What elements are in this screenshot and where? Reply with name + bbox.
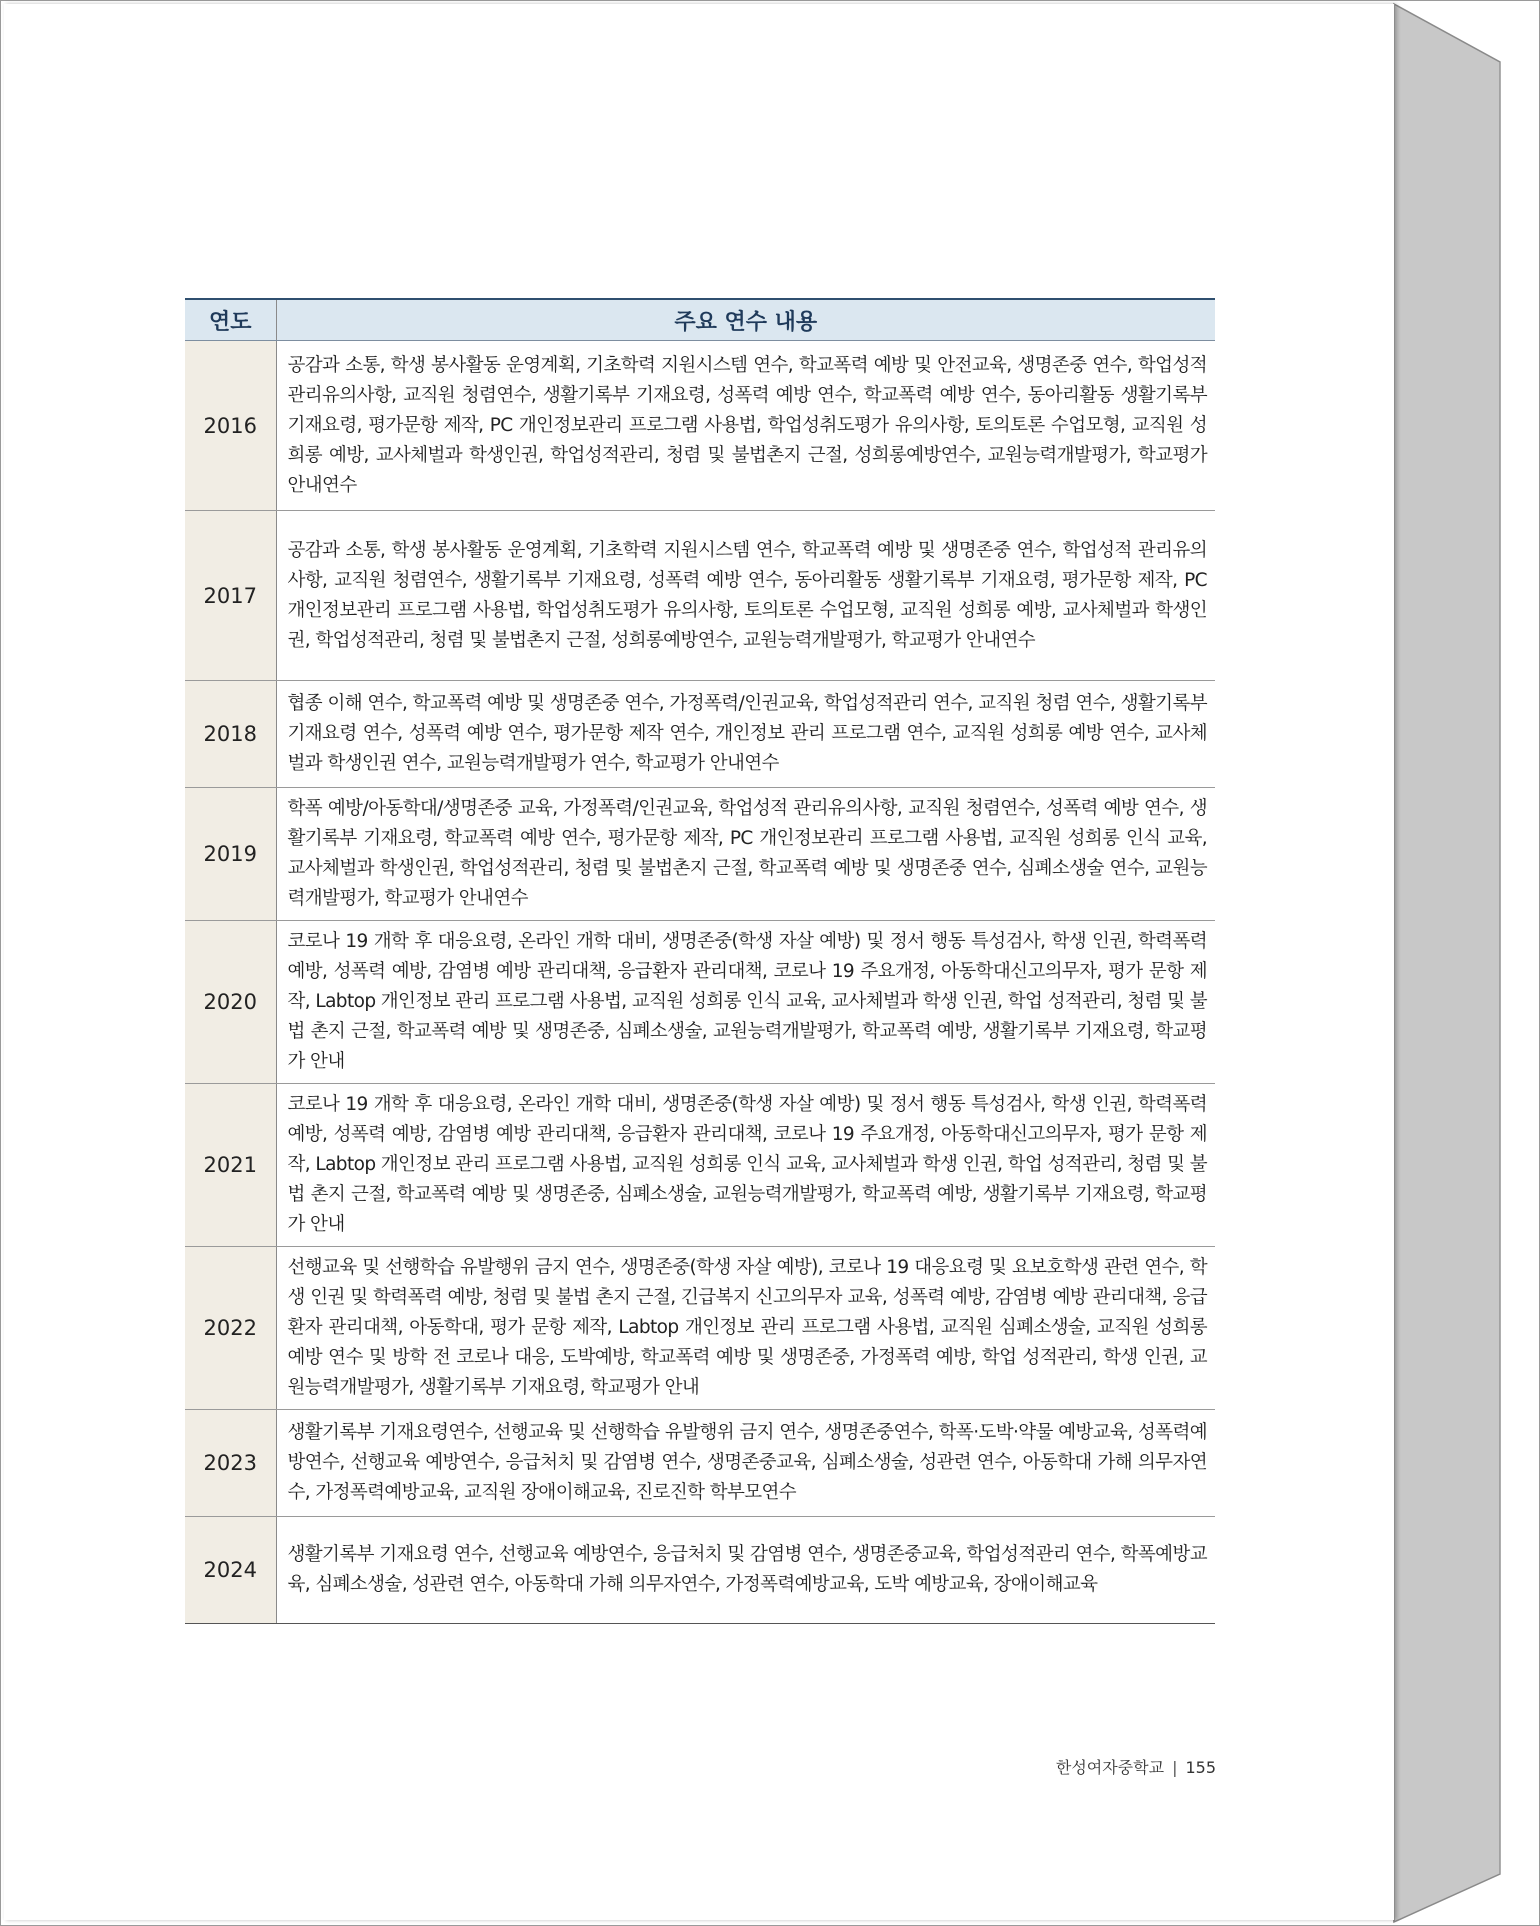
row-year: 2018 [185,681,276,788]
table-row [185,1084,1215,1247]
table-row [185,1410,1215,1517]
header-content: 주요 연수 내용 [276,299,1215,341]
footer-school-name: 한성여자중학교 [1055,1758,1165,1777]
table-row [185,788,1215,921]
row-content: 코로나 19 개학 후 대응요령, 온라인 개학 대비, 생명존중(학생 자살 예방) 및 정서 행동 특성검사, 학생 인권, 학력폭력 예방, 성폭력 예방, 감염병 예방 관리대책, 응급환자 관리대책, 코로나 19 주요개정, 아동학대신고의무자, 평가 문항 제작, Labtop 개인정보 관리 프로그램 사용법, 교직원 성희롱 인식 교육, 교사체벌과 학생 인권, 학업 성적관리, 청렴 및 불법 촌지 근절, 학교폭력 예방 및 생명존중, 심폐소생술, 교원능력개발평가, 학교폭력 예방, 생활기록부 기재요령, 학교평가 안내 [276,921,1215,1084]
row-content: 생활기록부 기재요령연수, 선행교육 및 선행학습 유발행위 금지 연수, 생명존중연수, 학폭·도박·약물 예방교육, 성폭력예방연수, 선행교육 예방연수, 응급처치 및 감염병 연수, 생명존중교육, 심폐소생술, 성관련 연수, 아동학대 가해 의무자연수, 가정폭력예방교육, 교직원 장애이해교육, 진로진학 학부모연수 [276,1410,1215,1517]
table-row [185,681,1215,788]
table-row [185,341,1215,511]
header-year: 연도 [185,299,276,341]
page-number: 155 [1185,1758,1216,1777]
row-content: 공감과 소통, 학생 봉사활동 운영계획, 기초학력 지원시스템 연수, 학교폭력 예방 및 생명존중 연수, 학업성적 관리유의사항, 교직원 청렴연수, 생활기록부 기재요령, 성폭력 예방 연수, 동아리활동 생활기록부 기재요령, 평가문항 제작, PC 개인정보관리 프로그램 사용법, 학업성취도평가 유의사항, 토의토론 수업모형, 교직원 성희롱 예방, 교사체벌과 학생인권, 학업성적관리, 청렴 및 불법촌지 근절, 성희롱예방연수, 교원능력개발평가, 학교평가 안내연수 [276,511,1215,681]
row-year: 2022 [185,1247,276,1410]
row-content: 생활기록부 기재요령 연수, 선행교육 예방연수, 응급처치 및 감염병 연수, 생명존중교육, 학업성적관리 연수, 학폭예방교육, 심폐소생술, 성관련 연수, 아동학대 가해 의무자연수, 가정폭력예방교육, 도박 예방교육, 장애이해교육 [276,1517,1215,1624]
row-year: 2021 [185,1084,276,1247]
row-year: 2020 [185,921,276,1084]
row-year: 2019 [185,788,276,921]
training-table-container [185,298,1215,1624]
row-year: 2023 [185,1410,276,1517]
row-year: 2024 [185,1517,276,1624]
page-footer [1000,1755,1216,1778]
row-content: 학폭 예방/아동학대/생명존중 교육, 가정폭력/인권교육, 학업성적 관리유의사항, 교직원 청렴연수, 성폭력 예방 연수, 생활기록부 기재요령, 학교폭력 예방 연수, 평가문항 제작, PC 개인정보관리 프로그램 사용법, 교직원 성희롱 인식 교육, 교사체벌과 학생인권, 학업성적관리, 청렴 및 불법촌지 근절, 학교폭력 예방 및 생명존중 연수, 심폐소생술 연수, 교원능력개발평가, 학교평가 안내연수 [276,788,1215,921]
row-year: 2016 [185,341,276,511]
table-row [185,1247,1215,1410]
row-content: 선행교육 및 선행학습 유발행위 금지 연수, 생명존중(학생 자살 예방), 코로나 19 대응요령 및 요보호학생 관련 연수, 학생 인권 및 학력폭력 예방, 청렴 및 불법 촌지 근절, 긴급복지 신고의무자 교육, 성폭력 예방, 감염병 예방 관리대책, 응급환자 관리대책, 아동학대, 평가 문항 제작, Labtop 개인정보 관리 프로그램 사용법, 교직원 심폐소생술, 교직원 성희롱 예방 연수 및 방학 전 코로나 대응, 도박예방, 학교폭력 예방 및 생명존중, 가정폭력 예방, 학업 성적관리, 학생 인권, 교원능력개발평가, 생활기록부 기재요령, 학교평가 안내 [276,1247,1215,1410]
table-row [185,921,1215,1084]
table-row [185,511,1215,681]
table-row [185,1517,1215,1624]
row-content: 공감과 소통, 학생 봉사활동 운영계획, 기초학력 지원시스템 연수, 학교폭력 예방 및 안전교육, 생명존중 연수, 학업성적 관리유의사항, 교직원 청렴연수, 생활기록부 기재요령, 성폭력 예방 연수, 학교폭력 예방 연수, 동아리활동 생활기록부 기재요령, 평가문항 제작, PC 개인정보관리 프로그램 사용법, 학업성취도평가 유의사항, 토의토론 수업모형, 교직원 성희롱 예방, 교사체벌과 학생인권, 학업성적관리, 청렴 및 불법촌지 근절, 성희롱예방연수, 교원능력개발평가, 학교평가 안내연수 [276,341,1215,511]
footer-separator: | [1172,1758,1178,1777]
row-content: 코로나 19 개학 후 대응요령, 온라인 개학 대비, 생명존중(학생 자살 예방) 및 정서 행동 특성검사, 학생 인권, 학력폭력 예방, 성폭력 예방, 감염병 예방 관리대책, 응급환자 관리대책, 코로나 19 주요개정, 아동학대신고의무자, 평가 문항 제작, Labtop 개인정보 관리 프로그램 사용법, 교직원 성희롱 인식 교육, 교사체벌과 학생 인권, 학업 성적관리, 청렴 및 불법 촌지 근절, 학교폭력 예방 및 생명존중, 심폐소생술, 교원능력개발평가, 학교폭력 예방, 생활기록부 기재요령, 학교평가 안내 [276,1084,1215,1247]
row-year: 2017 [185,511,276,681]
table-header-row [185,299,1215,341]
training-table [185,298,1215,1624]
row-content: 협종 이해 연수, 학교폭력 예방 및 생명존중 연수, 가정폭력/인권교육, 학업성적관리 연수, 교직원 청렴 연수, 생활기록부 기재요령 연수, 성폭력 예방 연수, 평가문항 제작 연수, 개인정보 관리 프로그램 연수, 교직원 성희롱 예방 연수, 교사체벌과 학생인권 연수, 교원능력개발평가 연수, 학교평가 안내연수 [276,681,1215,788]
